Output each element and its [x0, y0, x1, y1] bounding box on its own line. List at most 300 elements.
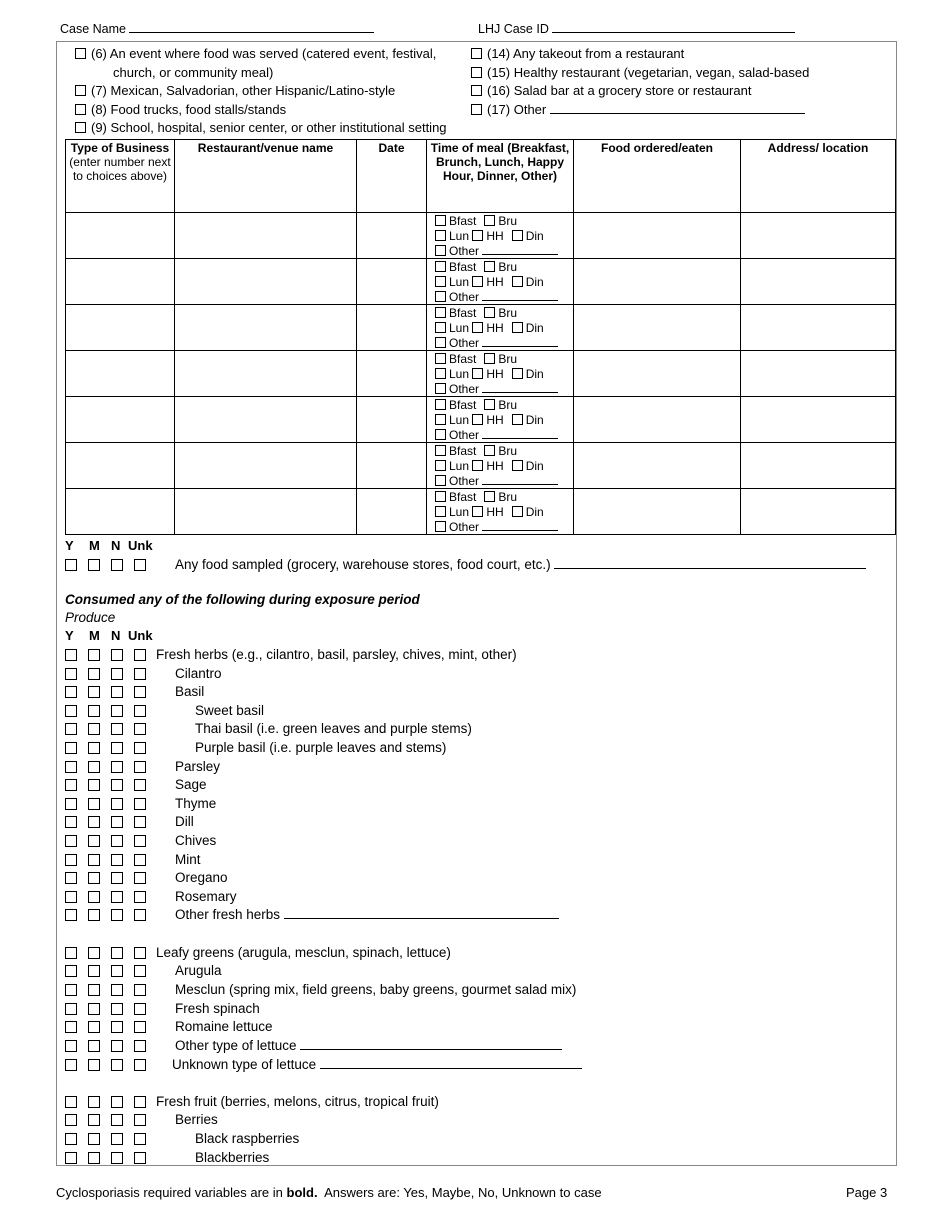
type-cell[interactable]	[66, 443, 175, 489]
blackberries-row[interactable]	[65, 1149, 157, 1167]
thai-basil-label: Thai basil (i.e. green leaves and purple stems)	[195, 721, 472, 736]
arugula-label: Arugula	[175, 963, 222, 978]
leafy-greens-n-checkbox[interactable]	[111, 947, 123, 959]
type-cell[interactable]	[66, 397, 175, 443]
other-blank[interactable]	[482, 484, 558, 485]
dill-row[interactable]	[65, 813, 157, 831]
romaine-label: Romaine lettuce	[175, 1019, 273, 1034]
type-cell[interactable]	[66, 489, 175, 535]
other-checkbox[interactable]	[435, 383, 446, 394]
ynu-header-sampled: Y M N Unk	[65, 538, 153, 553]
arugula-m-checkbox[interactable]	[88, 965, 100, 977]
sampled-m-checkbox[interactable]	[88, 559, 100, 571]
table-row	[66, 397, 896, 443]
chives-label: Chives	[175, 833, 217, 848]
case-name-label: Case Name	[60, 22, 126, 36]
hh-checkbox[interactable]	[472, 506, 483, 517]
mint-row[interactable]	[65, 851, 157, 869]
rosemary-row[interactable]	[65, 888, 157, 906]
sage-m-checkbox[interactable]	[88, 779, 100, 791]
berries-unk-checkbox[interactable]	[134, 1114, 146, 1126]
table-row	[66, 351, 896, 397]
parsley-row[interactable]	[65, 758, 157, 776]
unknown-lettuce-unk-checkbox[interactable]	[134, 1059, 146, 1071]
leafy-greens-row[interactable]	[65, 944, 157, 962]
col-date: Date	[357, 140, 427, 213]
food-cell[interactable]	[574, 397, 741, 443]
basil-unk-checkbox[interactable]	[134, 686, 146, 698]
romaine-n-checkbox[interactable]	[111, 1021, 123, 1033]
thai-basil-row[interactable]	[65, 720, 157, 738]
leafy-greens-m-checkbox[interactable]	[88, 947, 100, 959]
other-checkbox[interactable]	[435, 429, 446, 440]
parsley-unk-checkbox[interactable]	[134, 761, 146, 773]
food-cell[interactable]	[574, 443, 741, 489]
other-fresh-herbs-blank[interactable]	[284, 918, 559, 919]
other-fresh-herbs-m-checkbox[interactable]	[88, 909, 100, 921]
meal-table	[65, 139, 896, 535]
hh-checkbox[interactable]	[472, 230, 483, 241]
fresh-herbs-y-checkbox[interactable]	[65, 649, 77, 661]
venue-cell[interactable]	[175, 443, 357, 489]
cilantro-n-checkbox[interactable]	[111, 668, 123, 680]
lun-checkbox[interactable]	[435, 276, 446, 287]
fresh-fruit-row[interactable]	[65, 1093, 157, 1111]
rosemary-n-checkbox[interactable]	[111, 891, 123, 903]
sampled-row[interactable]	[65, 556, 157, 574]
sage-label: Sage	[175, 777, 207, 792]
basil-label: Basil	[175, 684, 205, 699]
bfast-checkbox[interactable]	[435, 261, 446, 272]
leafy-greens-y-checkbox[interactable]	[65, 947, 77, 959]
lhj-case-id-blank[interactable]	[552, 32, 795, 33]
meal-cell[interactable]: Bfast Bru Lun HH Din Other	[427, 259, 574, 305]
fresh-fruit-n-checkbox[interactable]	[111, 1096, 123, 1108]
col-address: Address/ location	[741, 140, 896, 213]
lun-checkbox[interactable]	[435, 230, 446, 241]
option-14-checkbox[interactable]	[471, 48, 482, 59]
sweet-basil-m-checkbox[interactable]	[88, 705, 100, 717]
fresh-spinach-m-checkbox[interactable]	[88, 1003, 100, 1015]
date-cell[interactable]	[357, 213, 427, 259]
bru-checkbox[interactable]	[484, 307, 495, 318]
cilantro-m-checkbox[interactable]	[88, 668, 100, 680]
mesclun-unk-checkbox[interactable]	[134, 984, 146, 996]
fresh-herbs-unk-checkbox[interactable]	[134, 649, 146, 661]
other-lettuce-unk-checkbox[interactable]	[134, 1040, 146, 1052]
leafy-greens-unk-checkbox[interactable]	[134, 947, 146, 959]
rosemary-label: Rosemary	[175, 889, 237, 904]
produce-label: Produce	[65, 610, 116, 625]
option-6[interactable]: (6) An event where food was served (catered event, festival,	[75, 45, 436, 63]
unknown-lettuce-n-checkbox[interactable]	[111, 1059, 123, 1071]
fresh-herbs-m-checkbox[interactable]	[88, 649, 100, 661]
blackberries-n-checkbox[interactable]	[111, 1152, 123, 1164]
blackberries-m-checkbox[interactable]	[88, 1152, 100, 1164]
sampled-question: Any food sampled (grocery, warehouse stores, food court, etc.)	[175, 556, 866, 574]
table-row	[66, 443, 896, 489]
din-checkbox[interactable]	[512, 506, 523, 517]
type-cell[interactable]	[66, 351, 175, 397]
address-cell[interactable]	[741, 397, 896, 443]
other-blank[interactable]	[482, 392, 558, 393]
hh-checkbox[interactable]	[472, 276, 483, 287]
fresh-fruit-y-checkbox[interactable]	[65, 1096, 77, 1108]
chives-unk-checkbox[interactable]	[134, 835, 146, 847]
thyme-unk-checkbox[interactable]	[134, 798, 146, 810]
option-6-checkbox[interactable]	[75, 48, 86, 59]
table-row	[66, 213, 896, 259]
blackberries-y-checkbox[interactable]	[65, 1152, 77, 1164]
venue-cell[interactable]	[175, 351, 357, 397]
thyme-y-checkbox[interactable]	[65, 798, 77, 810]
black-raspberries-y-checkbox[interactable]	[65, 1133, 77, 1145]
table-row	[66, 259, 896, 305]
option-7-checkbox[interactable]	[75, 85, 86, 96]
date-cell[interactable]	[357, 397, 427, 443]
option-15[interactable]: (15) Healthy restaurant (vegetarian, vegan, salad-based	[471, 64, 809, 82]
berries-row[interactable]	[65, 1111, 157, 1129]
sage-row[interactable]	[65, 776, 157, 794]
oregano-row[interactable]	[65, 869, 157, 887]
venue-cell[interactable]	[175, 259, 357, 305]
thyme-label: Thyme	[175, 796, 217, 811]
sampled-y-checkbox[interactable]	[65, 559, 77, 571]
food-cell[interactable]	[574, 351, 741, 397]
other-checkbox[interactable]	[435, 521, 446, 532]
case-name-blank[interactable]	[129, 32, 374, 33]
basil-row[interactable]	[65, 683, 157, 701]
other-fresh-herbs-unk-checkbox[interactable]	[134, 909, 146, 921]
address-cell[interactable]	[741, 213, 896, 259]
thai-basil-n-checkbox[interactable]	[111, 723, 123, 735]
food-cell[interactable]	[574, 213, 741, 259]
other-blank[interactable]	[482, 346, 558, 347]
romaine-m-checkbox[interactable]	[88, 1021, 100, 1033]
bru-checkbox[interactable]	[484, 353, 495, 364]
berries-label: Berries	[175, 1112, 218, 1127]
unknown-lettuce-row[interactable]	[65, 1056, 157, 1074]
black-raspberries-m-checkbox[interactable]	[88, 1133, 100, 1145]
din-checkbox[interactable]	[512, 414, 523, 425]
din-checkbox[interactable]	[512, 368, 523, 379]
cilantro-unk-checkbox[interactable]	[134, 668, 146, 680]
black-raspberries-row[interactable]	[65, 1130, 157, 1148]
fresh-herbs-row[interactable]	[65, 646, 157, 664]
chives-m-checkbox[interactable]	[88, 835, 100, 847]
romaine-y-checkbox[interactable]	[65, 1021, 77, 1033]
purple-basil-row[interactable]	[65, 739, 157, 757]
date-cell[interactable]	[357, 259, 427, 305]
berries-m-checkbox[interactable]	[88, 1114, 100, 1126]
arugula-unk-checkbox[interactable]	[134, 965, 146, 977]
food-cell[interactable]	[574, 305, 741, 351]
arugula-y-checkbox[interactable]	[65, 965, 77, 977]
other-lettuce-m-checkbox[interactable]	[88, 1040, 100, 1052]
unknown-lettuce-m-checkbox[interactable]	[88, 1059, 100, 1071]
type-cell[interactable]	[66, 213, 175, 259]
bfast-checkbox[interactable]	[435, 445, 446, 456]
lhj-case-id-label: LHJ Case ID	[478, 22, 549, 36]
fresh-fruit-unk-checkbox[interactable]	[134, 1096, 146, 1108]
other-checkbox[interactable]	[435, 245, 446, 256]
other-lettuce-blank[interactable]	[300, 1049, 562, 1050]
fresh-spinach-unk-checkbox[interactable]	[134, 1003, 146, 1015]
option-16[interactable]: (16) Salad bar at a grocery store or restaurant	[471, 82, 751, 100]
other-lettuce-row[interactable]	[65, 1037, 157, 1055]
black-raspberries-n-checkbox[interactable]	[111, 1133, 123, 1145]
dill-y-checkbox[interactable]	[65, 816, 77, 828]
address-cell[interactable]	[741, 305, 896, 351]
thyme-n-checkbox[interactable]	[111, 798, 123, 810]
parsley-label: Parsley	[175, 759, 221, 774]
date-cell[interactable]	[357, 305, 427, 351]
basil-m-checkbox[interactable]	[88, 686, 100, 698]
fresh-herbs-n-checkbox[interactable]	[111, 649, 123, 661]
other-checkbox[interactable]	[435, 475, 446, 486]
cilantro-row[interactable]	[65, 665, 157, 683]
romaine-unk-checkbox[interactable]	[134, 1021, 146, 1033]
hh-checkbox[interactable]	[472, 322, 483, 333]
other-lettuce-n-checkbox[interactable]	[111, 1040, 123, 1052]
other-checkbox[interactable]	[435, 291, 446, 302]
date-cell[interactable]	[357, 351, 427, 397]
dill-n-checkbox[interactable]	[111, 816, 123, 828]
sweet-basil-row[interactable]	[65, 702, 157, 720]
ynu-header-produce: Y M N Unk	[65, 628, 153, 643]
bfast-checkbox[interactable]	[435, 307, 446, 318]
option-14[interactable]: (14) Any takeout from a restaurant	[471, 45, 684, 63]
purple-basil-m-checkbox[interactable]	[88, 742, 100, 754]
meal-cell[interactable]: Bfast Bru Lun HH Din Other	[427, 305, 574, 351]
address-cell[interactable]	[741, 489, 896, 535]
fresh-spinach-y-checkbox[interactable]	[65, 1003, 77, 1015]
address-cell[interactable]	[741, 259, 896, 305]
meal-cell[interactable]: Bfast Bru Lun HH Din Other	[427, 351, 574, 397]
venue-cell[interactable]	[175, 305, 357, 351]
bfast-checkbox[interactable]	[435, 491, 446, 502]
other-lettuce-label: Other type of lettuce	[175, 1037, 562, 1055]
oregano-m-checkbox[interactable]	[88, 872, 100, 884]
mesclun-n-checkbox[interactable]	[111, 984, 123, 996]
blackberries-label: Blackberries	[195, 1150, 270, 1165]
sweet-basil-unk-checkbox[interactable]	[134, 705, 146, 717]
page-number: Page 3	[846, 1185, 888, 1200]
lun-checkbox[interactable]	[435, 414, 446, 425]
col-food-ordered: Food ordered/eaten	[574, 140, 741, 213]
mesclun-row[interactable]	[65, 981, 157, 999]
option-8[interactable]: (8) Food trucks, food stalls/stands	[75, 101, 286, 119]
arugula-n-checkbox[interactable]	[111, 965, 123, 977]
rosemary-y-checkbox[interactable]	[65, 891, 77, 903]
oregano-y-checkbox[interactable]	[65, 872, 77, 884]
mesclun-m-checkbox[interactable]	[88, 984, 100, 996]
cilantro-label: Cilantro	[175, 666, 222, 681]
fresh-spinach-label: Fresh spinach	[175, 1001, 260, 1016]
lun-checkbox[interactable]	[435, 506, 446, 517]
lhj-case-id-field[interactable]	[478, 22, 795, 36]
mesclun-y-checkbox[interactable]	[65, 984, 77, 996]
oregano-label: Oregano	[175, 870, 228, 885]
option-17-blank[interactable]	[550, 113, 805, 114]
sweet-basil-label: Sweet basil	[195, 703, 265, 718]
other-blank[interactable]	[482, 254, 558, 255]
basil-n-checkbox[interactable]	[111, 686, 123, 698]
meal-cell[interactable]: Bfast Bru Lun HH Din Other	[427, 443, 574, 489]
basil-y-checkbox[interactable]	[65, 686, 77, 698]
other-blank[interactable]	[482, 438, 558, 439]
din-checkbox[interactable]	[512, 230, 523, 241]
purple-basil-y-checkbox[interactable]	[65, 742, 77, 754]
lun-checkbox[interactable]	[435, 460, 446, 471]
thai-basil-y-checkbox[interactable]	[65, 723, 77, 735]
bfast-checkbox[interactable]	[435, 215, 446, 226]
purple-basil-n-checkbox[interactable]	[111, 742, 123, 754]
lun-checkbox[interactable]	[435, 322, 446, 333]
type-cell[interactable]	[66, 259, 175, 305]
option-9[interactable]: (9) School, hospital, senior center, or other institutional setting	[75, 119, 447, 137]
purple-basil-label: Purple basil (i.e. purple leaves and stems)	[195, 740, 447, 755]
option-17-checkbox[interactable]	[471, 104, 482, 115]
blackberries-unk-checkbox[interactable]	[134, 1152, 146, 1164]
unknown-lettuce-blank[interactable]	[320, 1068, 582, 1069]
venue-cell[interactable]	[175, 489, 357, 535]
dill-label: Dill	[175, 814, 194, 829]
sage-n-checkbox[interactable]	[111, 779, 123, 791]
cilantro-y-checkbox[interactable]	[65, 668, 77, 680]
mint-label: Mint	[175, 852, 201, 867]
rosemary-unk-checkbox[interactable]	[134, 891, 146, 903]
thyme-row[interactable]	[65, 795, 157, 813]
bru-checkbox[interactable]	[484, 399, 495, 410]
other-checkbox[interactable]	[435, 337, 446, 348]
black-raspberries-label: Black raspberries	[195, 1131, 300, 1146]
dill-m-checkbox[interactable]	[88, 816, 100, 828]
berries-y-checkbox[interactable]	[65, 1114, 77, 1126]
mint-n-checkbox[interactable]	[111, 854, 123, 866]
consumed-heading: Consumed any of the following during exposure period	[65, 592, 420, 607]
chives-y-checkbox[interactable]	[65, 835, 77, 847]
arugula-row[interactable]	[65, 962, 157, 980]
venue-cell[interactable]	[175, 213, 357, 259]
option-15-checkbox[interactable]	[471, 67, 482, 78]
other-blank[interactable]	[482, 300, 558, 301]
fresh-fruit-label: Fresh fruit (berries, melons, citrus, tropical fruit)	[156, 1094, 439, 1109]
din-checkbox[interactable]	[512, 276, 523, 287]
bfast-checkbox[interactable]	[435, 353, 446, 364]
sage-y-checkbox[interactable]	[65, 779, 77, 791]
parsley-y-checkbox[interactable]	[65, 761, 77, 773]
fresh-herbs-label: Fresh herbs (e.g., cilantro, basil, parsley, chives, mint, other)	[156, 647, 517, 662]
thai-basil-unk-checkbox[interactable]	[134, 723, 146, 735]
hh-checkbox[interactable]	[472, 368, 483, 379]
din-checkbox[interactable]	[512, 322, 523, 333]
thai-basil-m-checkbox[interactable]	[88, 723, 100, 735]
footer-note: Cyclosporiasis required variables are in bold. Answers are: Yes, Maybe, No, Unknown to case	[56, 1185, 602, 1200]
fresh-spinach-n-checkbox[interactable]	[111, 1003, 123, 1015]
meal-cell[interactable]: Bfast Bru Lun HH Din Other	[427, 213, 574, 259]
din-checkbox[interactable]	[512, 460, 523, 471]
sweet-basil-n-checkbox[interactable]	[111, 705, 123, 717]
date-cell[interactable]	[357, 443, 427, 489]
option-16-checkbox[interactable]	[471, 85, 482, 96]
option-9-checkbox[interactable]	[75, 122, 86, 133]
other-lettuce-y-checkbox[interactable]	[65, 1040, 77, 1052]
romaine-row[interactable]	[65, 1018, 157, 1036]
option-8-checkbox[interactable]	[75, 104, 86, 115]
unknown-lettuce-y-checkbox[interactable]	[65, 1059, 77, 1071]
bru-checkbox[interactable]	[484, 215, 495, 226]
dill-unk-checkbox[interactable]	[134, 816, 146, 828]
col-time-of-meal: Time of meal (Breakfast, Brunch, Lunch, Happy Hour, Dinner, Other)	[427, 140, 574, 213]
bfast-checkbox[interactable]	[435, 399, 446, 410]
bru-checkbox[interactable]	[484, 445, 495, 456]
address-cell[interactable]	[741, 351, 896, 397]
other-fresh-herbs-row[interactable]	[65, 906, 157, 924]
col-restaurant-name: Restaurant/venue name	[175, 140, 357, 213]
table-row	[66, 489, 896, 535]
unknown-lettuce-label: Unknown type of lettuce	[172, 1056, 582, 1074]
table-header-row	[66, 140, 896, 213]
purple-basil-unk-checkbox[interactable]	[134, 742, 146, 754]
hh-checkbox[interactable]	[472, 414, 483, 425]
other-fresh-herbs-label: Other fresh herbs	[175, 906, 559, 924]
rosemary-m-checkbox[interactable]	[88, 891, 100, 903]
oregano-unk-checkbox[interactable]	[134, 872, 146, 884]
parsley-m-checkbox[interactable]	[88, 761, 100, 773]
sweet-basil-y-checkbox[interactable]	[65, 705, 77, 717]
parsley-n-checkbox[interactable]	[111, 761, 123, 773]
chives-n-checkbox[interactable]	[111, 835, 123, 847]
case-name-field[interactable]	[60, 22, 374, 36]
other-blank[interactable]	[482, 530, 558, 531]
other-fresh-herbs-n-checkbox[interactable]	[111, 909, 123, 921]
food-cell[interactable]	[574, 489, 741, 535]
hh-checkbox[interactable]	[472, 460, 483, 471]
sampled-unk-checkbox[interactable]	[134, 559, 146, 571]
fresh-spinach-row[interactable]	[65, 1000, 157, 1018]
sampled-n-checkbox[interactable]	[111, 559, 123, 571]
fresh-fruit-m-checkbox[interactable]	[88, 1096, 100, 1108]
bru-checkbox[interactable]	[484, 491, 495, 502]
lun-checkbox[interactable]	[435, 368, 446, 379]
leafy-greens-label: Leafy greens (arugula, mesclun, spinach, lettuce)	[156, 945, 451, 960]
option-7[interactable]: (7) Mexican, Salvadorian, other Hispanic/Latino-style	[75, 82, 395, 100]
type-cell[interactable]	[66, 305, 175, 351]
mint-unk-checkbox[interactable]	[134, 854, 146, 866]
bru-checkbox[interactable]	[484, 261, 495, 272]
mint-y-checkbox[interactable]	[65, 854, 77, 866]
table-row	[66, 305, 896, 351]
date-cell[interactable]	[357, 489, 427, 535]
food-cell[interactable]	[574, 259, 741, 305]
berries-n-checkbox[interactable]	[111, 1114, 123, 1126]
option-6-cont: church, or community meal)	[113, 65, 274, 80]
chives-row[interactable]	[65, 832, 157, 850]
black-raspberries-unk-checkbox[interactable]	[134, 1133, 146, 1145]
thyme-m-checkbox[interactable]	[88, 798, 100, 810]
meal-cell[interactable]: Bfast Bru Lun HH Din Other	[427, 489, 574, 535]
oregano-n-checkbox[interactable]	[111, 872, 123, 884]
mint-m-checkbox[interactable]	[88, 854, 100, 866]
meal-cell[interactable]: Bfast Bru Lun HH Din Other	[427, 397, 574, 443]
other-fresh-herbs-y-checkbox[interactable]	[65, 909, 77, 921]
venue-cell[interactable]	[175, 397, 357, 443]
sampled-blank[interactable]	[554, 568, 866, 569]
sage-unk-checkbox[interactable]	[134, 779, 146, 791]
option-17[interactable]: (17) Other	[471, 101, 805, 119]
address-cell[interactable]	[741, 443, 896, 489]
